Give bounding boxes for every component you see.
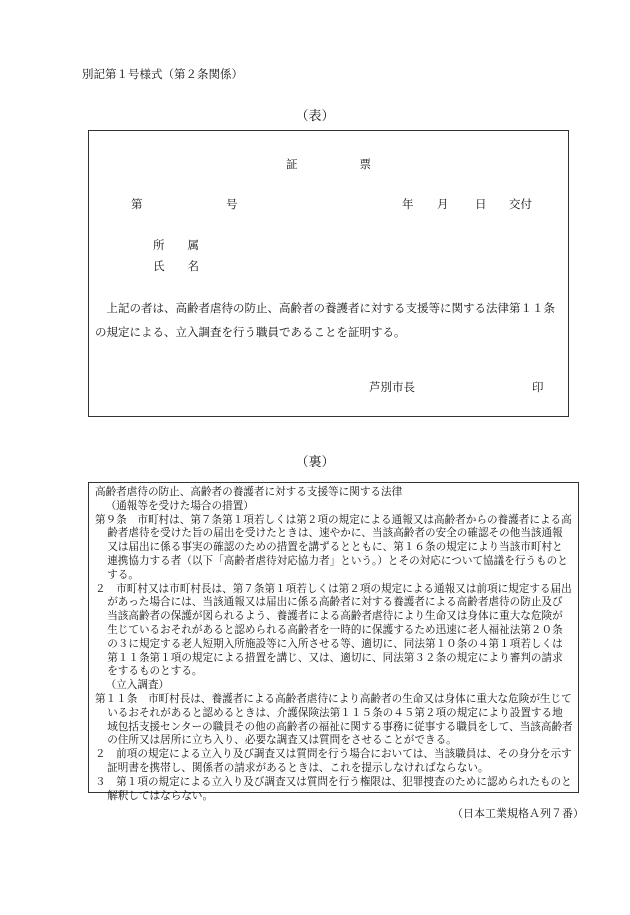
article-11-paragraph-3: ３ 第１項の規定による立入り及び調査又は質問を行う権限は、犯罪捜査のために認められたものと解釈してはならない。 [95,775,572,802]
article-11: 第１１条 市町村長は、養護者による高齢者虐待により高齢者の生命又は身体に重大な危険が生じているおそれがあると認めるときは、介護保険法第１１５条の４５第２項の規定により設置する地域包括支援センターの職員その他の高齢者の福祉に関する事務に従事する職員をして、当該高齢者の住所又は居所に立ち入り、必要な調査又は質問をさせることができる。 [95,692,573,747]
article-caption: （通報等を受けた場合の措置） [105,499,254,512]
name-label: 氏 名 [153,259,199,273]
issuer: 芦別市長 [369,380,415,394]
certificate-title-char: 票 [359,157,371,171]
date-month: 月 [437,197,449,211]
number-prefix: 第 [131,197,143,211]
affiliation-label: 所 属 [153,238,199,252]
article-caption: （立入調査） [105,679,170,692]
certification-text: 上記の者は、高齢者虐待の防止、高齢者の養護者に対する支援等に関する法律第１１条の規定による、立入調査を行う職員であることを証明する。 [95,301,555,339]
certificate-back [88,482,579,802]
date-issued-label: 交付 [509,197,532,211]
form-label: 別記第１号様式（第２条関係） [82,67,243,81]
certificate-title [89,156,568,172]
front-side-heading: （表） [295,109,335,124]
article-11-paragraph-2: ２ 前項の規定による立入り及び調査又は質問を行う場合においては、当該職員は、その身分を示す証明書を携帯し、関係者の請求があるときは、これを提示しなければならない。 [95,748,572,774]
date-year: 年 [402,197,414,211]
date-day: 日 [475,197,487,211]
number-suffix: 号 [226,197,238,211]
back-side-heading: （裏） [295,455,335,470]
article-9-paragraph-2: ２ 市町村又は市町村長は、第７条第１項若しくは第２項の規定による通報又は前項に規定する届出があった場合には、当該通報又は届出に係る高齢者に対する養護者による高齢者虐待の防止及び当該高齢者の保護が図られるよう、養護者による高齢者虐待により生命又は身体に重大な危険が生じているおそれがあると認められる高齢者を一時的に保護するため迅速に老人福祉法第２０条の３に規定する老人短期入所施設等に入所させる等、適切に、同法第１０条の４第１項若しくは第１１条第１項の規定による措置を講じ、又は、適切に、同法第３２条の規定により審判の請求をするものとする。 [95,582,572,678]
certificate-title-char: 証 [286,157,298,171]
law-title: 高齢者虐待の防止、高齢者の養護者に対する支援等に関する法律 [95,486,403,498]
seal-mark: 印 [532,380,544,394]
article-9: 第９条 市町村は、第７条第１項若しくは第２項の規定による通報又は高齢者からの養護者による高齢者虐待を受けた旨の届出を受けたときは、速やかに、当該高齢者の安全の確認その他当該通報又は届出に係る事実の確認のための措置を講ずるとともに、第１６条の規定により当該市町村と連携協力する者（以下「高齢者虐待対応協力者」という。）とその対応について協議を行うものとする。 [95,513,572,581]
paper-size-note: （日本工業規格Ａ列７番） [452,807,584,820]
certificate-front [88,130,569,417]
